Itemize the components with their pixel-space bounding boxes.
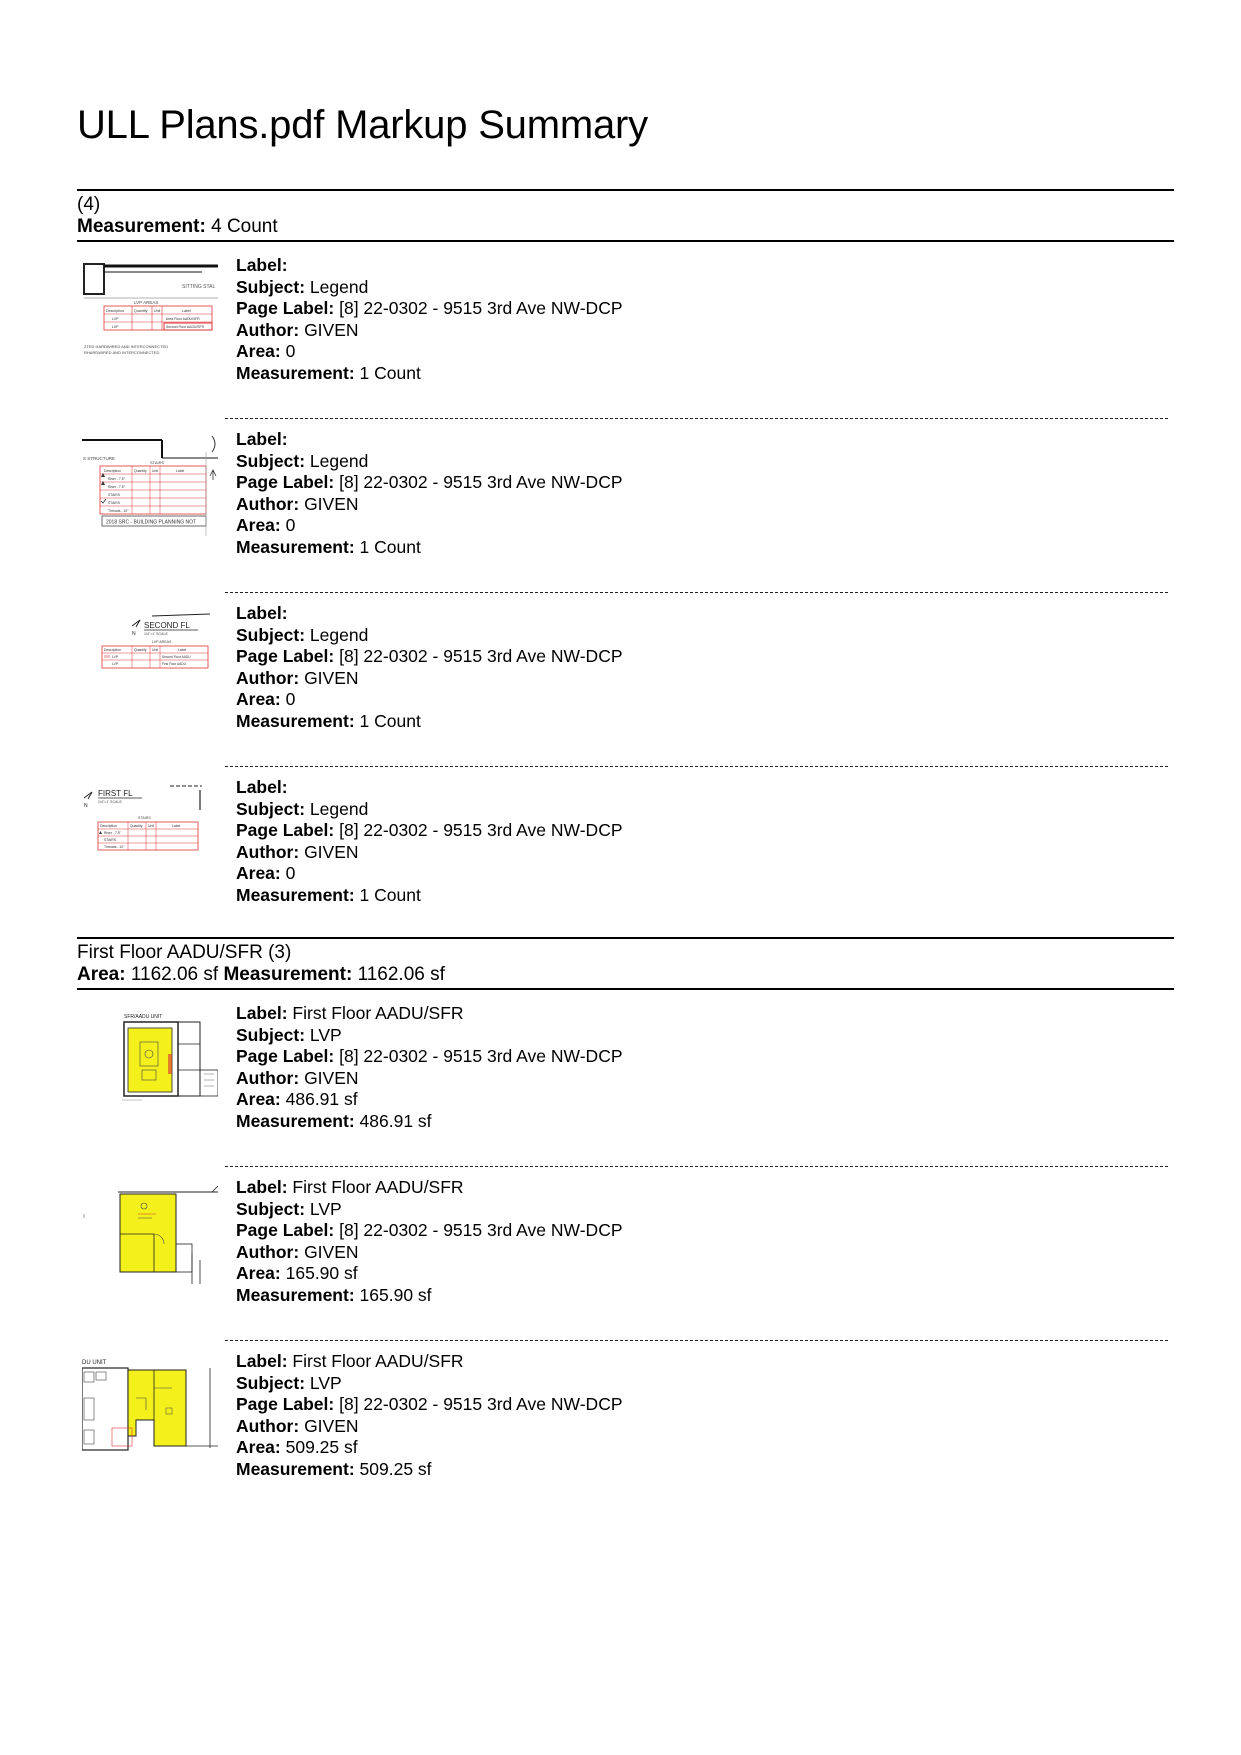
field-label: Label: <box>236 777 288 797</box>
thumb-text: 1/4"=1' SCALE <box>144 632 168 636</box>
thumb-text: RHARDWIRED AND INTERCONNECTED <box>84 350 160 355</box>
thumb-text: DU UNIT <box>82 1360 107 1366</box>
thumb-text: Label <box>178 648 187 652</box>
field-subject: Subject: Legend <box>236 798 369 819</box>
field-author: Author: GIVEN <box>236 841 359 862</box>
field-subject: Subject: Legend <box>236 450 369 471</box>
thumb-text: Unit <box>152 648 159 652</box>
markup-thumbnail <box>82 262 218 362</box>
summary-label: Measurement: <box>77 216 206 237</box>
section-header <box>77 937 1174 990</box>
field-page-label: Page Label: [8] 22-0302 - 9515 3rd Ave NW-DCP <box>236 1046 623 1067</box>
markup-thumbnail <box>82 1184 218 1284</box>
field-author: Author: GIVEN <box>236 319 359 340</box>
markup-entry[interactable] <box>77 602 1174 762</box>
field-label: Label: <box>236 603 288 623</box>
thumb-text: 1/4"=1' SCALE <box>98 800 122 804</box>
field-area: Area: 165.90 sf <box>236 1263 358 1284</box>
thumb-text: S STRUCTURE <box>83 456 116 461</box>
markup-fields <box>236 1351 623 1481</box>
field-label: Label: <box>236 429 288 449</box>
thumb-text: Riser - 7.5" <box>108 477 125 481</box>
markup-entry[interactable] <box>77 1176 1174 1336</box>
field-page-label: Page Label: [8] 22-0302 - 9515 3rd Ave NW-DCP <box>236 646 623 667</box>
field-subject: Subject: LVP <box>236 1372 342 1393</box>
field-label: Label: First Floor AADU/SFR <box>236 1177 464 1197</box>
thumb-text: Unit <box>152 469 159 473</box>
summary-value: 4 Count <box>205 216 278 237</box>
field-subject: Subject: Legend <box>236 624 369 645</box>
section-top-rule <box>77 937 1174 939</box>
thumb-text: Second Floor AADU <box>162 655 191 659</box>
field-measurement: Measurement: 486.91 sf <box>236 1110 432 1131</box>
field-measurement: Measurement: 509.25 sf <box>236 1458 432 1479</box>
field-measurement: Measurement: 1 Count <box>236 710 421 731</box>
thumb-text: LVP AREAS <box>134 300 159 305</box>
section-title: First Floor AADU/SFR (3) <box>77 942 292 963</box>
field-measurement: Measurement: 1 Count <box>236 536 421 557</box>
markup-entry[interactable] <box>77 254 1174 414</box>
field-label: Label: First Floor AADU/SFR <box>236 1351 464 1371</box>
thumb-text: Unit <box>148 824 155 828</box>
entry-divider <box>225 766 1168 767</box>
page-title: ULL Plans.pdf Markup Summary <box>77 103 648 147</box>
field-author: Author: GIVEN <box>236 667 359 688</box>
markup-fields <box>236 1003 623 1133</box>
section-summary <box>77 216 1174 238</box>
field-area: Area: 0 <box>236 689 296 710</box>
thumb-text: 2018 SRC - BUILDING PLANNING NOT <box>106 519 197 526</box>
thumb-text: Quantity <box>134 469 147 473</box>
markup-thumbnail <box>82 784 218 884</box>
markup-entry[interactable] <box>77 776 1174 936</box>
thumb-text: FIRST FL <box>98 789 133 798</box>
markup-entry[interactable] <box>77 1002 1174 1162</box>
thumb-text: Unit <box>154 309 161 313</box>
entry-divider <box>225 1340 1168 1341</box>
section-summary: Area: 1162.06 sf Measurement: 1162.06 sf <box>77 964 445 985</box>
field-area: Area: 0 <box>236 341 296 362</box>
thumb-text: STAIRS <box>108 493 120 497</box>
markup-thumbnail <box>82 1358 218 1458</box>
thumb-text: LVP <box>112 317 119 321</box>
thumb-text: STAIRS <box>138 816 151 820</box>
thumb-text: Quantity <box>130 824 143 828</box>
svg-text:N: N <box>84 803 88 809</box>
thumb-text: Label <box>176 469 185 473</box>
field-page-label: Page Label: [8] 22-0302 - 9515 3rd Ave NW-DCP <box>236 1394 623 1415</box>
thumb-text: First Floor AADU <box>162 662 186 666</box>
thumb-text: Second Floor AADU/SFR <box>166 325 205 329</box>
field-label: Label: First Floor AADU/SFR <box>236 1003 464 1023</box>
thumb-text: Area Floor AADU/SFR <box>166 317 200 321</box>
field-area: Area: 486.91 sf <box>236 1089 358 1110</box>
thumb-text: SECOND FL <box>144 621 190 630</box>
section-header <box>77 189 1174 242</box>
field-subject: Subject: LVP <box>236 1198 342 1219</box>
section-bottom-rule <box>77 988 1174 990</box>
markup-thumbnail <box>82 1010 218 1110</box>
thumb-text: Label <box>182 309 191 313</box>
thumb-text: STAIRS <box>104 838 116 842</box>
markup-thumbnail <box>82 610 218 710</box>
field-page-label: Page Label: [8] 22-0302 - 9515 3rd Ave NW-DCP <box>236 1220 623 1241</box>
field-author: Author: GIVEN <box>236 1241 359 1262</box>
thumb-text: Label <box>172 824 181 828</box>
markup-entry[interactable] <box>77 428 1174 588</box>
field-subject: Subject: LVP <box>236 1024 342 1045</box>
thumb-text: Quantity <box>134 309 148 313</box>
entry-divider <box>225 418 1168 419</box>
thumb-text: ZTED HARDWIRED AND INTERCONNECTED <box>84 344 169 349</box>
markup-fields <box>236 429 623 559</box>
field-area: Area: 509.25 sf <box>236 1437 358 1458</box>
field-label: Label: <box>236 255 288 275</box>
thumb-text: SITTING STAL <box>182 284 216 290</box>
entry-divider <box>225 592 1168 593</box>
thumb-text: LVP <box>112 662 119 666</box>
entry-divider <box>225 1166 1168 1167</box>
field-area: Area: 0 <box>236 863 296 884</box>
markup-thumbnail <box>82 436 218 536</box>
field-measurement: Measurement: 1 Count <box>236 362 421 383</box>
markup-fields <box>236 255 623 385</box>
field-measurement: Measurement: 1 Count <box>236 884 421 905</box>
field-author: Author: GIVEN <box>236 1067 359 1088</box>
svg-text:N: N <box>132 631 136 637</box>
thumb-text: Quantity <box>134 648 147 652</box>
thumb-text: LVP <box>112 655 119 659</box>
field-measurement: Measurement: 165.90 sf <box>236 1284 432 1305</box>
thumb-text: STAIRS <box>150 460 165 465</box>
thumb-text: Riser - 7.5" <box>104 831 121 835</box>
thumb-text: Threads - 10" <box>104 845 125 849</box>
section-bottom-rule <box>77 240 1174 242</box>
markup-fields <box>236 777 623 907</box>
field-page-label: Page Label: [8] 22-0302 - 9515 3rd Ave NW-DCP <box>236 472 623 493</box>
field-page-label: Page Label: [8] 22-0302 - 9515 3rd Ave NW-DCP <box>236 820 623 841</box>
thumb-text: Riser - 7.5" <box>108 485 125 489</box>
markup-entry[interactable] <box>77 1350 1174 1510</box>
markup-fields <box>236 603 623 733</box>
markup-fields <box>236 1177 623 1307</box>
thumb-text: Description <box>104 469 121 473</box>
thumb-text: LVP <box>112 325 119 329</box>
thumb-text: Threads - 10" <box>108 509 129 513</box>
thumb-text: STAIRS <box>108 501 120 505</box>
thumb-text: LVP AREAS <box>152 640 172 644</box>
field-author: Author: GIVEN <box>236 1415 359 1436</box>
section-top-rule <box>77 189 1174 191</box>
field-subject: Subject: Legend <box>236 276 369 297</box>
field-page-label: Page Label: [8] 22-0302 - 9515 3rd Ave NW-DCP <box>236 298 623 319</box>
thumb-text: SFR/AADU UNIT <box>124 1014 163 1020</box>
thumb-text: Description <box>100 824 117 828</box>
field-author: Author: GIVEN <box>236 493 359 514</box>
thumb-text: Description <box>106 309 124 313</box>
section-title: (4) <box>77 194 101 215</box>
thumb-text: Description <box>104 648 121 652</box>
field-area: Area: 0 <box>236 515 296 536</box>
